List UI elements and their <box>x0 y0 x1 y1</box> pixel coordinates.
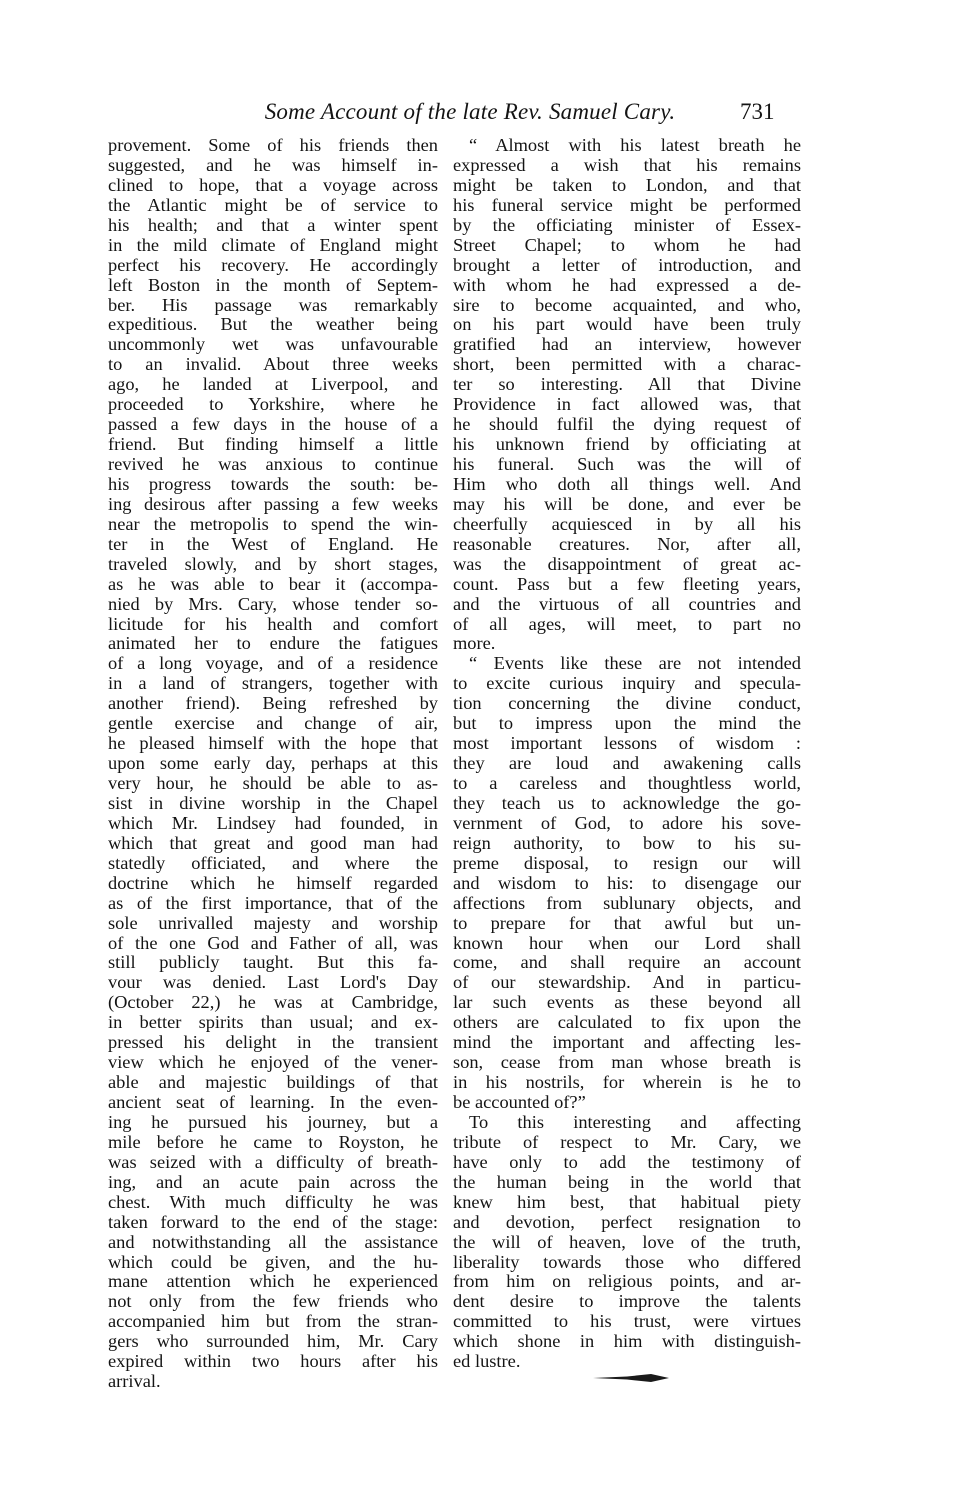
left-column-line: left Boston in the month of Septem- <box>108 274 438 295</box>
right-column-line: expressed a wish that his remains <box>453 154 801 175</box>
right-column-line: to a careless and thoughtless world, <box>453 773 801 793</box>
right-column-line: To this interesting and affecting <box>469 1111 801 1132</box>
right-column-line: vernment of God, to adore his sove- <box>453 812 801 833</box>
right-column-line: preme disposal, to resign our will <box>453 852 801 873</box>
left-column-line: ing, and an acute pain across the <box>108 1171 438 1192</box>
right-column-line: have only to add the testimony of <box>453 1151 801 1172</box>
left-column-line: licitude for his health and comfort <box>108 613 438 634</box>
left-column-line: of a long voyage, and of a residence <box>108 653 438 674</box>
left-column-line: he pleased himself with the hope that <box>108 733 438 754</box>
left-column-line: in a land of strangers, together with <box>108 673 438 694</box>
right-column-line: they teach us to acknowledge the go- <box>453 792 801 813</box>
right-column-line: short, been permitted with a charac- <box>453 354 801 375</box>
left-column-line: proceeded to Yorkshire, where he <box>108 394 438 415</box>
left-column-line: provement. Some of his friends then <box>108 135 438 155</box>
left-column-line: suggested, and he was himself in- <box>108 154 438 175</box>
right-column-line: brought a letter of introduction, and <box>453 254 801 275</box>
right-column-line: reasonable creatures. Nor, after all, <box>453 533 801 554</box>
left-column-line: in the mild climate of England might <box>108 234 438 255</box>
right-column-line: committed to his trust, were virtues <box>453 1311 801 1332</box>
right-column-line: liberality towards those who differed <box>453 1251 801 1272</box>
left-column-line: ter in the West of England. He <box>108 533 438 554</box>
right-column-line: with whom he had expressed a de- <box>453 274 801 295</box>
left-column-line: accompanied him but from the stran- <box>108 1311 438 1332</box>
right-column-line: ed lustre. <box>453 1351 521 1372</box>
left-column-line: perfect his recovery. He accordingly <box>108 254 438 275</box>
left-column-line: of the one God and Father of all, was <box>108 932 438 953</box>
left-column-line: as of the first importance, that of the <box>108 892 438 913</box>
right-column-line: lar such events as these beyond all <box>453 992 801 1013</box>
left-column-line: passed a few days in the house of a <box>108 414 438 435</box>
right-column-line: Him who doth all things well. And <box>453 473 801 494</box>
right-column-line: might be taken to London, and that <box>453 174 801 195</box>
left-column-line: friend. But finding himself a little <box>108 434 438 455</box>
right-column-line: ter so interesting. All that Divine <box>453 374 801 395</box>
left-column-line: ago, he landed at Liverpool, and <box>108 374 438 395</box>
left-column-line: gers who surrounded him, Mr. Cary <box>108 1331 438 1352</box>
right-column-line: in his nostrils, for wherein is he to <box>453 1072 801 1093</box>
left-column-line: arrival. <box>108 1371 161 1392</box>
left-column-line: as he was able to bear it (accompa- <box>108 573 438 594</box>
right-column-line: which shone in him with distinguish- <box>453 1331 801 1352</box>
left-column-line: nied by Mrs. Cary, whose tender so- <box>108 593 438 614</box>
right-column-line: and devotion, perfect resignation to <box>453 1211 801 1232</box>
left-column-line: which that great and good man had <box>108 832 438 853</box>
left-column-line: which could be given, and the hu- <box>108 1251 438 1272</box>
left-column-line: ing he pursued his journey, but a <box>108 1111 438 1132</box>
right-column-line: known hour when our Lord shall <box>453 932 801 953</box>
left-column-line: statedly officiated, and where the <box>108 852 438 873</box>
left-column-line: taken forward to the end of the stage: <box>108 1211 438 1232</box>
right-column-line: was the disappointment of great ac- <box>453 553 801 574</box>
left-column-line: pressed his delight in the transient <box>108 1032 438 1053</box>
right-column-line: affections from sublunary objects, and <box>453 892 801 913</box>
left-column-line: his health; and that a winter spent <box>108 214 438 235</box>
right-column-line: Street Chapel; to whom he had <box>453 234 801 255</box>
right-column-line: Providence in fact allowed was, that <box>453 394 801 415</box>
left-column-line: expired within two hours after his <box>108 1351 438 1372</box>
right-column-line: reign authority, to bow to his su- <box>453 832 801 853</box>
left-column-line: mile before he came to Royston, he <box>108 1131 438 1152</box>
left-column-line: chest. With much difficulty he was <box>108 1191 438 1212</box>
left-column-line: was seized with a difficulty of breath- <box>108 1151 438 1172</box>
right-column <box>453 136 801 1372</box>
right-column-line: but to impress upon the mind the <box>453 713 801 734</box>
right-column-line: may his will be done, and ever be <box>453 493 801 514</box>
left-column-line: mane attention which he experienced <box>108 1271 438 1292</box>
right-column-line: by the officiating minister of Essex- <box>453 214 801 235</box>
right-column-line: count. Pass but a few fleeting years, <box>453 573 801 594</box>
right-column-line: the human being in the world that <box>453 1171 801 1192</box>
left-column-line: vour was denied. Last Lord's Day <box>108 972 438 993</box>
right-column-line: others are calculated to fix upon the <box>453 1012 801 1033</box>
right-column-line: be accounted of?” <box>453 1092 586 1112</box>
left-column-line: ancient seat of learning. In the even- <box>108 1092 438 1112</box>
right-column-line: and the virtuous of all countries and <box>453 593 801 614</box>
right-column-line: mind the important and affecting les- <box>453 1032 801 1053</box>
left-column-line: his progress towards the south: be- <box>108 473 438 494</box>
left-column-line: doctrine which he himself regarded <box>108 872 438 893</box>
right-column-line: from him on religious points, and ar- <box>453 1271 801 1292</box>
left-column-line: not only from the few friends who <box>108 1291 438 1312</box>
right-column-line: son, cease from man whose breath is <box>453 1052 801 1073</box>
right-column-line: on his part would have been truly <box>453 314 801 335</box>
right-column-line: and wisdom to his: to disengage our <box>453 872 801 893</box>
right-column-line: his funeral. Such was the will of <box>453 454 801 474</box>
right-column-line: knew him best, that habitual piety <box>453 1191 801 1212</box>
left-column-line: another friend). Being refreshed by <box>108 693 438 714</box>
closing-rule-ornament <box>591 1370 671 1386</box>
left-column-line: and notwithstanding all the assistance <box>108 1231 438 1252</box>
left-column-line: still publicly taught. But this fa- <box>108 952 438 973</box>
right-column-line: “ Events like these are not intended <box>469 653 801 674</box>
left-column-line: expeditious. But the weather being <box>108 314 438 335</box>
left-column-line: to an invalid. About three weeks <box>108 354 438 375</box>
left-column-line: in better spirits than usual; and ex- <box>108 1012 438 1033</box>
right-column-line: most important lessons of wisdom : <box>453 733 801 754</box>
left-column <box>108 136 438 1392</box>
right-column-line: his funeral service might be performed <box>453 194 801 215</box>
right-column-line: his unknown friend by officiating at <box>453 434 801 455</box>
running-title: Some Account of the late Rev. Samuel Cary. <box>264 99 676 124</box>
left-column-line: (October 22,) he was at Cambridge, <box>108 992 438 1013</box>
left-column-line: able and majestic buildings of that <box>108 1072 438 1093</box>
left-column-line: very hour, he should be able to as- <box>108 773 438 793</box>
right-column-line: come, and shall require an account <box>453 952 801 973</box>
left-column-line: sist in divine worship in the Chapel <box>108 792 438 813</box>
left-column-line: which Mr. Lindsey had founded, in <box>108 812 438 833</box>
right-column-line: sire to become acquainted, and who, <box>453 294 801 315</box>
left-column-line: view which he enjoyed of the vener- <box>108 1052 438 1073</box>
left-column-line: animated her to endure the fatigues <box>108 633 438 654</box>
left-column-line: the Atlantic might be of service to <box>108 194 438 215</box>
left-column-line: gentle exercise and change of air, <box>108 713 438 734</box>
right-column-line: the will of heaven, love of the truth, <box>453 1231 801 1252</box>
left-column-line: uncommonly wet was unfavourable <box>108 334 438 355</box>
left-column-line: clined to hope, that a voyage across <box>108 174 438 195</box>
right-column-line: “ Almost with his latest breath he <box>469 135 801 155</box>
left-column-line: near the metropolis to spend the win- <box>108 513 438 534</box>
right-column-line: to prepare for that awful but un- <box>453 912 801 933</box>
right-column-line: of our stewardship. And in particu- <box>453 972 801 993</box>
right-column-line: cheerfully acquiesced in by all his <box>453 513 801 534</box>
page-number: 731 <box>740 99 775 124</box>
left-column-line: sole unrivalled majesty and worship <box>108 912 438 933</box>
left-column-line: revived he was anxious to continue <box>108 454 438 474</box>
left-column-line: ing desirous after passing a few weeks <box>108 493 438 514</box>
right-column-line: dent desire to improve the talents <box>453 1291 801 1312</box>
right-column-line: tribute of respect to Mr. Cary, we <box>453 1131 801 1152</box>
right-column-line: they are loud and awakening calls <box>453 753 801 774</box>
right-column-line: tion concerning the divine conduct, <box>453 693 801 714</box>
left-column-line: ber. His passage was remarkably <box>108 294 438 315</box>
right-column-line: of all ages, will meet, to part no <box>453 613 801 634</box>
left-column-line: upon some early day, perhaps at this <box>108 753 438 774</box>
right-column-line: to excite curious inquiry and specula- <box>453 673 801 694</box>
right-column-line: more. <box>453 633 496 654</box>
right-column-line: he should fulfil the dying request of <box>453 414 801 435</box>
right-column-line: gratified had an interview, however <box>453 334 801 355</box>
left-column-line: traveled slowly, and by short stages, <box>108 553 438 574</box>
